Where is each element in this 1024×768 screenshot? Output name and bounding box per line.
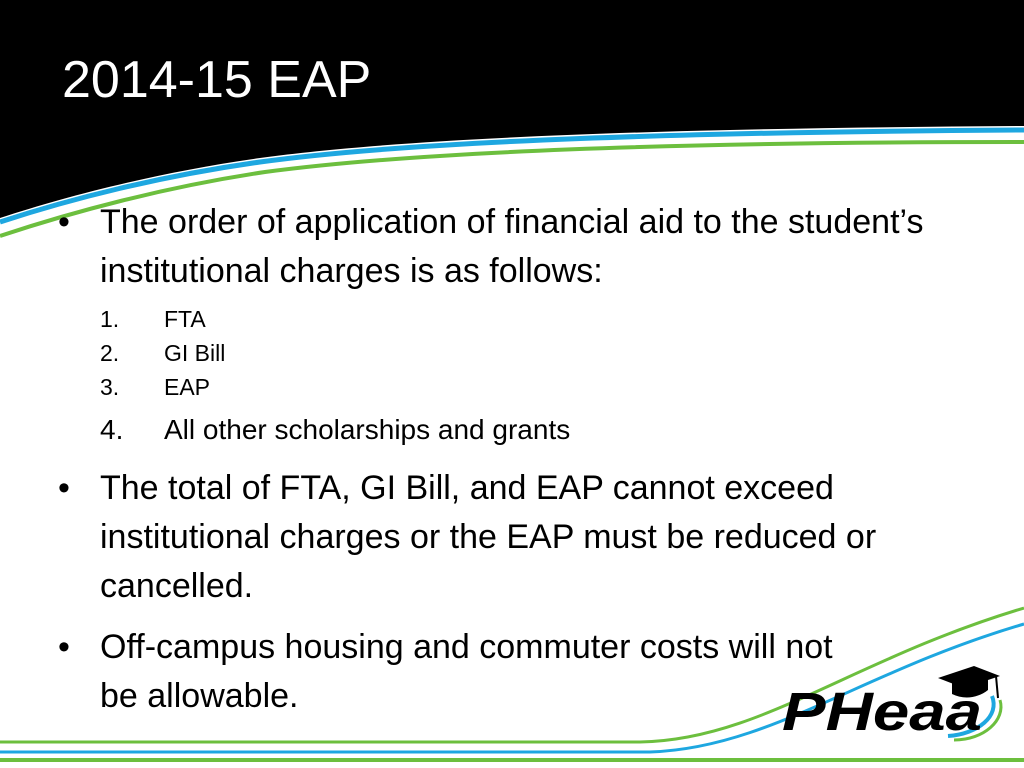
list-item-text: GI Bill bbox=[164, 340, 226, 366]
logo-text: PHeaa bbox=[782, 682, 982, 742]
header-background bbox=[0, 0, 1024, 218]
list-item-text: FTA bbox=[164, 306, 206, 332]
list-item bbox=[100, 370, 978, 404]
pheaa-logo bbox=[778, 664, 1010, 746]
numbered-list bbox=[100, 302, 978, 452]
bullet-item bbox=[58, 464, 978, 611]
bullet-item bbox=[58, 198, 978, 452]
list-item-text: EAP bbox=[164, 374, 211, 400]
list-number: 2. bbox=[100, 340, 120, 366]
list-item-text: All other scholarships and grants bbox=[164, 414, 571, 445]
slide-title: 2014-15 EAP bbox=[62, 51, 372, 109]
list-item bbox=[100, 408, 978, 452]
bullet-dot: • bbox=[58, 469, 70, 507]
bullet-text: Off-campus housing and commuter costs will not be allowable. bbox=[100, 628, 833, 715]
bullet-text: The order of application of financial aid to the student’s institutional charges is as follows: bbox=[100, 203, 924, 290]
list-item bbox=[100, 336, 978, 370]
list-number: 3. bbox=[100, 374, 120, 400]
list-number: 4. bbox=[100, 414, 124, 445]
list-number: 1. bbox=[100, 306, 120, 332]
bullet-item bbox=[58, 623, 860, 721]
list-item bbox=[100, 302, 978, 336]
bullet-dot: • bbox=[58, 628, 70, 666]
bullet-text: The total of FTA, GI Bill, and EAP cannot exceed institutional charges or the EAP must be reduced or cancelled. bbox=[100, 469, 877, 605]
slide-content bbox=[58, 198, 978, 733]
bullet-dot: • bbox=[58, 203, 70, 241]
